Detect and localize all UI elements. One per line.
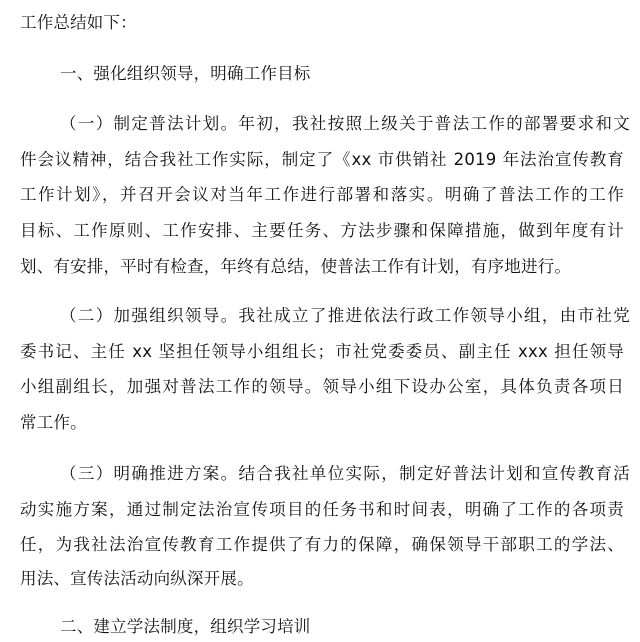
para1-line-1: （一）制定普法计划。年初，我社按照上级关于普法工作的部署要求和文 (60, 114, 630, 133)
section1-heading: 一、强化组织领导，明确工作目标 (60, 64, 311, 83)
para1-line-3: 工作计划》，并召开会议对当年工作进行部署和落实。明确了普法工作的工作 (20, 185, 624, 204)
para3-line-3: 任，为我社法治宣传教育工作提供了有力的保障，确保领导干部职工的学法、 (20, 535, 624, 554)
para1-line-4: 目标、工作原则、工作安排、主要任务、方法步骤和保障措施，做到年度有计 (20, 221, 624, 240)
para2-line-4: 常工作。 (20, 413, 87, 432)
para3-line-2: 动实施方案，通过制定法治宣传项目的任务书和时间表，明确了工作的各项责 (20, 500, 624, 519)
para1-line-2: 件会议精神，结合我社工作实际，制定了《xx 市供销社 2019 年法治宣传教育 (20, 150, 624, 169)
intro-line: 工作总结如下： (20, 13, 137, 32)
para2-line-1: （二）加强组织领导。我社成立了推进依法行政工作领导小组，由市社党 (60, 306, 630, 325)
para3-line-4: 用法、宣传法活动向纵深开展。 (20, 569, 254, 588)
para1-line-5: 划、有安排，平时有检查，年终有总结，使普法工作有计划，有序地进行。 (20, 257, 572, 276)
para2-line-2: 委书记、主任 xx 坚担任领导小组组长；市社党委委员、副主任 xxx 担任领导 (20, 342, 624, 361)
para2-line-3: 小组副组长，加强对普法工作的领导。领导小组下设办公室，具体负责各项日 (20, 377, 624, 396)
para3-line-1: （三）明确推进方案。结合我社单位实际，制定好普法计划和宣传教育活 (60, 464, 630, 483)
section2-heading: 二、建立学法制度，组织学习培训 (60, 617, 311, 636)
